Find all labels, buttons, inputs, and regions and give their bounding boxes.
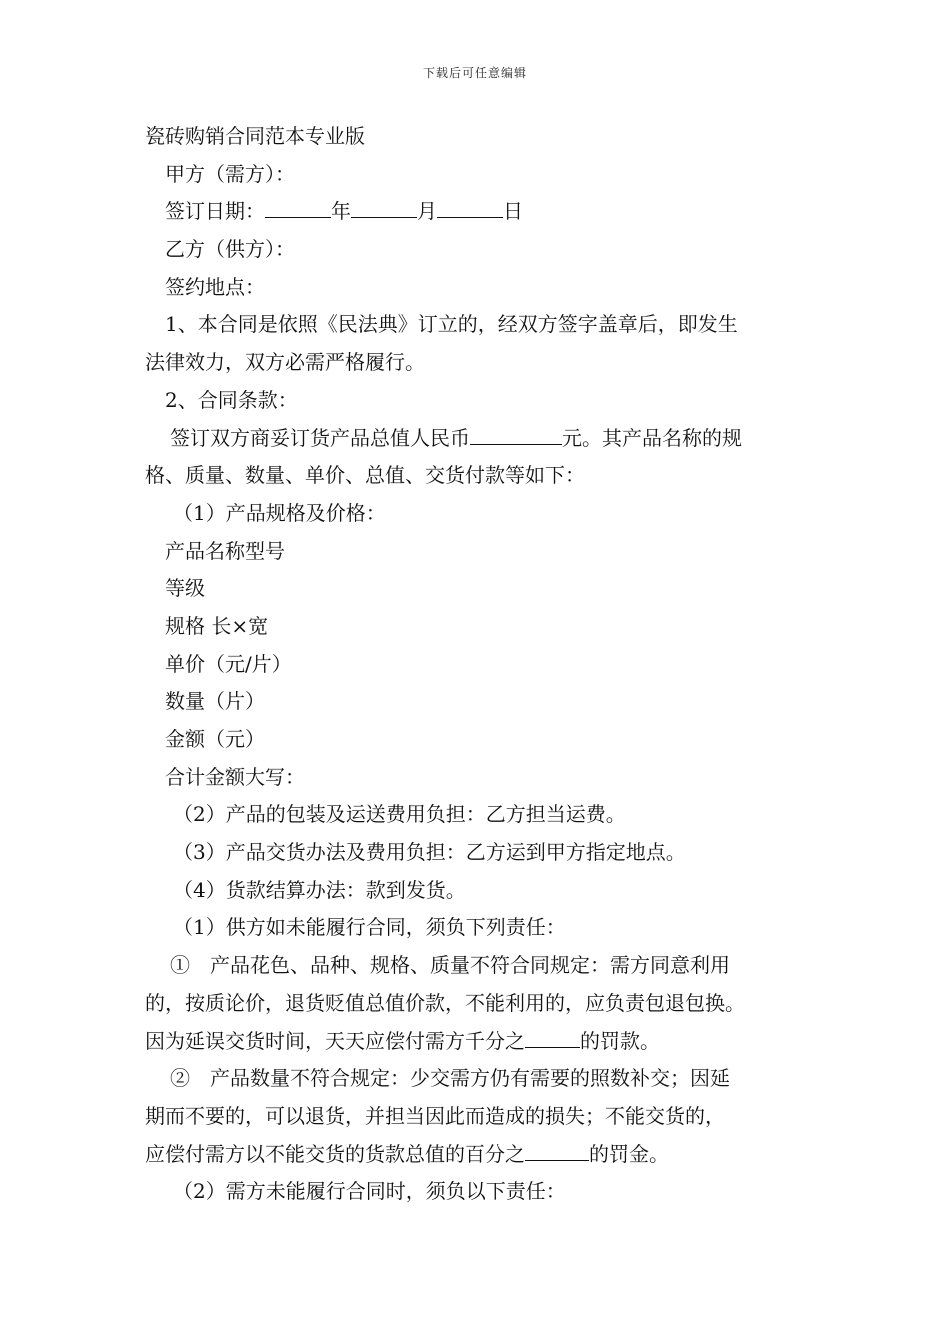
day-label: 日 xyxy=(503,199,523,224)
field-grade: 等级 xyxy=(165,576,205,601)
liability1-b-line2: 期而不要的，可以退货，并担当因此而造成的损失；不能交货的， xyxy=(145,1103,725,1128)
item3-line: （3）产品交货办法及费用负担：乙方运到甲方指定地点。 xyxy=(173,840,686,865)
clause2-para-text-b: 元。其产品名称的规 xyxy=(562,425,742,450)
month-label: 月 xyxy=(417,199,437,224)
year-blank xyxy=(265,199,331,218)
field-spec: 规格 长×宽 xyxy=(165,613,269,638)
sign-place-line: 签约地点： xyxy=(165,274,265,299)
liability1-b-text-b: 的罚金。 xyxy=(589,1141,669,1166)
liability2-heading: （2）需方未能履行合同时，须负以下责任： xyxy=(173,1179,566,1204)
sign-date-line xyxy=(145,193,815,231)
day-blank xyxy=(437,199,503,218)
clause2-heading: 2、合同条款： xyxy=(165,387,298,412)
year-label: 年 xyxy=(331,199,351,224)
month-blank xyxy=(351,199,417,218)
field-quantity: 数量（片） xyxy=(165,689,265,714)
field-unit-price: 单价（元/片） xyxy=(165,651,292,676)
liability1-b-text-a: 应偿付需方以不能交货的货款总值的百分之 xyxy=(145,1141,525,1166)
party-a-line: 甲方（需方）： xyxy=(165,161,295,186)
field-total-uppercase: 合计金额大写： xyxy=(165,764,305,789)
per-mille-blank xyxy=(525,1029,580,1048)
document-title: 瓷砖购销合同范本专业版 xyxy=(145,124,365,148)
percent-blank xyxy=(525,1142,589,1161)
liability1-b-line1: ② 产品数量不符合规定：少交需方仍有需要的照数补交；因延 xyxy=(170,1066,730,1091)
total-value-blank xyxy=(470,426,562,445)
clause2-para-line2: 格、质量、数量、单价、总值、交货付款等如下： xyxy=(145,463,585,488)
item1-heading: （1）产品规格及价格： xyxy=(173,500,386,525)
clause1-line2: 法律效力，双方必需严格履行。 xyxy=(145,350,425,375)
page-header: 下载后可任意编辑 xyxy=(422,66,527,80)
liability1-b-line3 xyxy=(145,1136,815,1174)
liability1-a-text-a: 因为延误交货时间，天天应偿付需方千分之 xyxy=(145,1028,525,1053)
item4-line: （4）货款结算办法：款到发货。 xyxy=(173,877,466,902)
party-b-line: 乙方（供方）： xyxy=(165,237,295,262)
clause1-line1: 1、本合同是依照《民法典》订立的，经双方签字盖章后，即发生 xyxy=(165,312,738,337)
item2-line: （2）产品的包装及运送费用负担：乙方担当运费。 xyxy=(173,802,626,827)
liability1-a-line3 xyxy=(145,1023,815,1061)
field-product-name: 产品名称型号 xyxy=(165,538,285,563)
field-amount: 金额（元） xyxy=(165,727,265,751)
liability1-a-line2: 的，按质论价，退货贬值总值价款，不能利用的，应负责包退包换。 xyxy=(145,990,745,1015)
sign-date-label: 签订日期： xyxy=(165,199,265,224)
liability1-a-text-b: 的罚款。 xyxy=(580,1028,660,1053)
liability1-heading: （1）供方如未能履行合同，须负下列责任： xyxy=(173,915,566,940)
clause2-para-text-a: 签订双方商妥订货产品总值人民币 xyxy=(170,425,470,450)
document-body xyxy=(145,118,815,1211)
liability1-a-line1: ① 产品花色、品种、规格、质量不符合同规定：需方同意利用 xyxy=(170,953,730,978)
clause2-para-line1 xyxy=(145,420,815,458)
